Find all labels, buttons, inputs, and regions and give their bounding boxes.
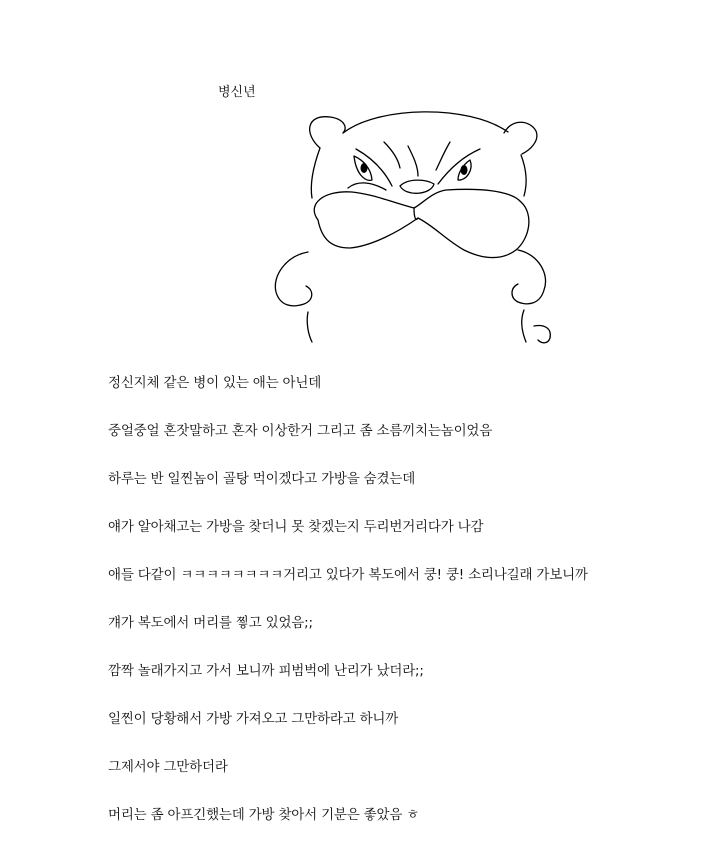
story-line-2: 중얼중얼 혼잣말하고 혼자 이상한거 그리고 좀 소름끼치는놈이었음: [108, 423, 493, 439]
bulldog-drawing: [268, 100, 568, 350]
right-paw: [512, 250, 546, 304]
story-line-5: 애들 다같이 ㅋㅋㅋㅋㅋㅋㅋㅋ거리고 있다가 복도에서 쿵! 쿵! 소리나길래 가보니까: [108, 567, 588, 583]
head-right-side: [521, 155, 526, 196]
story-line-1: 정신지체 같은 병이 있는 애는 아닌데: [108, 375, 322, 391]
muzzle: [314, 189, 529, 257]
story-line-9: 그제서야 그만하더라: [108, 759, 228, 775]
left-paw: [275, 252, 311, 306]
head-left-side: [311, 148, 320, 198]
right-ear: [504, 122, 537, 154]
story-line-8: 일찐이 당황해서 가방 가져오고 그만하라고 하니까: [108, 711, 399, 727]
story-line-10: 머리는 좀 아프긴했는데 가방 찾아서 기분은 좋았음 ㅎ: [108, 807, 420, 823]
post-title: 병신년: [218, 85, 256, 100]
left-ear: [310, 117, 345, 148]
story-line-7: 깜짝 놀래가지고 가서 보니까 피범벅에 난리가 났더라;;: [108, 663, 424, 679]
story-line-4: 얘가 알아채고는 가방을 찾더니 못 찾겠는지 두리번거리다가 나감: [108, 519, 484, 535]
right-brow: [438, 149, 480, 184]
story-line-6: 걔가 복도에서 머리를 찧고 있었음;;: [108, 615, 313, 631]
story-line-3: 하루는 반 일찐놈이 골탕 먹이겠다고 가방을 숨겼는데: [108, 471, 416, 487]
nose: [400, 180, 434, 193]
head-top: [343, 112, 508, 133]
